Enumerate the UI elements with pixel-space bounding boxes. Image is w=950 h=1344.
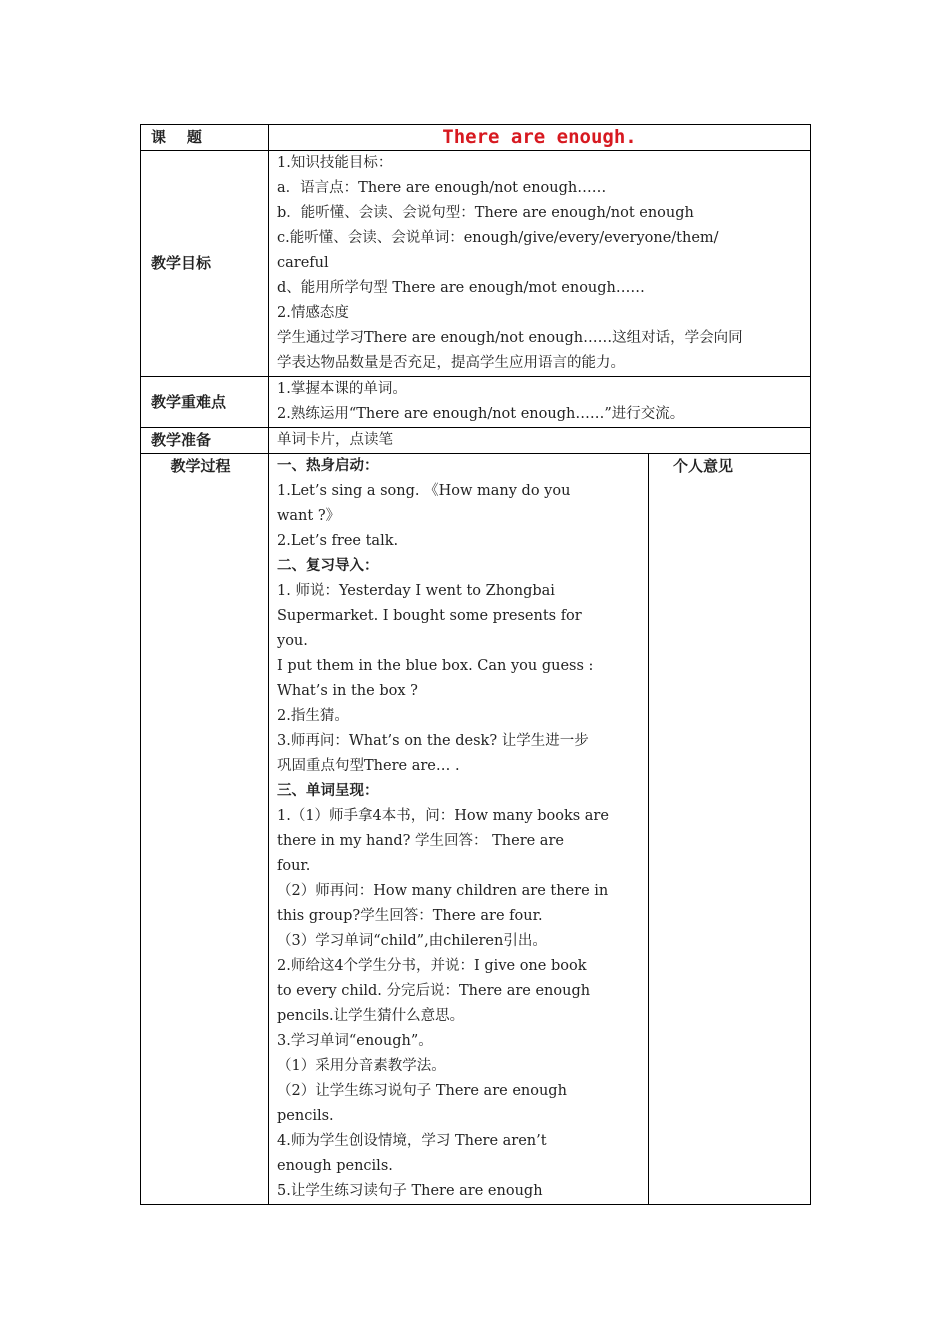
process-line: four.: [277, 858, 311, 874]
process-line: pencils.: [277, 1108, 334, 1124]
topic-label: 课 题: [141, 125, 269, 151]
keypoint-line: 2.熟练运用“There are enough/not enough……”进行交流。: [277, 406, 685, 422]
process-line: there in my hand? 学生回答： There are: [277, 833, 564, 849]
process-line: 1. 师说：Yesterday I went to Zhongbai: [277, 583, 555, 599]
goals-label: 教学目标: [141, 151, 269, 377]
lesson-plan-table: [140, 124, 811, 1205]
process-line: 3.师再问：What’s on the desk? 让学生进一步: [277, 733, 589, 749]
process-label: 教学过程: [141, 454, 269, 1205]
process-line: 4.师为学生创设情境，学习 There aren’t: [277, 1133, 547, 1149]
goal-line: 1.知识技能目标：: [277, 155, 393, 171]
process-line: 三、单词呈现：: [277, 783, 379, 799]
lesson-title: There are enough.: [269, 125, 811, 151]
process-line: （2）让学生练习说句子 There are enough: [277, 1083, 567, 1099]
process-line: I put them in the blue box. Can you guess :: [277, 658, 594, 674]
process-line: enough pencils.: [277, 1158, 393, 1174]
keypoints-label: 教学重难点: [141, 377, 269, 428]
goal-line: a．语言点：There are enough/not enough……: [277, 180, 607, 196]
process-line: 5.让学生练习读句子 There are enough: [277, 1183, 543, 1199]
goals-content: [269, 151, 811, 377]
process-line: What’s in the box ?: [277, 683, 418, 699]
process-line: （2）师再问：How many children are there in: [277, 883, 609, 899]
process-row: [141, 454, 811, 1205]
process-line: 一、热身启动：: [277, 458, 379, 474]
process-line: you.: [277, 633, 308, 649]
process-line: pencils.让学生猜什么意思。: [277, 1008, 465, 1024]
process-line: 3.学习单词“enough”。: [277, 1033, 433, 1049]
prep-content: 单词卡片，点读笔: [269, 428, 811, 454]
prep-row: [141, 428, 811, 454]
process-line: want ?》: [277, 508, 341, 524]
process-line: 2.Let’s free talk.: [277, 533, 399, 549]
process-content: [269, 454, 649, 1205]
goal-line: d、能用所学句型 There are enough/mot enough……: [277, 280, 645, 296]
keypoints-row: [141, 377, 811, 428]
process-line: 巩固重点句型There are… .: [277, 758, 460, 774]
goal-line: careful: [277, 255, 329, 271]
goal-line: 学生通过学习There are enough/not enough……这组对话，学会向同: [277, 330, 743, 346]
process-line: 2.师给这4个学生分书，并说：I give one book: [277, 958, 587, 974]
goal-line: b．能听懂、会读、会说句型：There are enough/not enough: [277, 205, 694, 221]
goal-line: 学表达物品数量是否充足，提高学生应用语言的能力。: [277, 355, 625, 371]
goal-line: 2.情感态度: [277, 305, 349, 321]
process-line: 2.指生猜。: [277, 708, 349, 724]
keypoint-line: 1.掌握本课的单词。: [277, 381, 407, 397]
process-line: 二、复习导入：: [277, 558, 379, 574]
process-line: 1.（1）师手拿4本书，问：How many books are: [277, 808, 609, 824]
process-line: this group?学生回答：There are four.: [277, 908, 543, 924]
process-line: Supermarket. I bought some presents for: [277, 608, 582, 624]
goals-row: [141, 151, 811, 377]
goal-line: c.能听懂、会读、会说单词：enough/give/every/everyone/them/: [277, 230, 719, 246]
process-line: （1）采用分音素教学法。: [277, 1058, 446, 1074]
opinion-label: 个人意见: [649, 454, 811, 1205]
prep-label: 教学准备: [141, 428, 269, 454]
process-line: 1.Let’s sing a song. 《How many do you: [277, 483, 571, 499]
keypoints-content: [269, 377, 811, 428]
topic-row: [141, 125, 811, 151]
process-line: （3）学习单词“child”,由chileren引出。: [277, 933, 547, 949]
process-line: to every child. 分完后说：There are enough: [277, 983, 591, 999]
